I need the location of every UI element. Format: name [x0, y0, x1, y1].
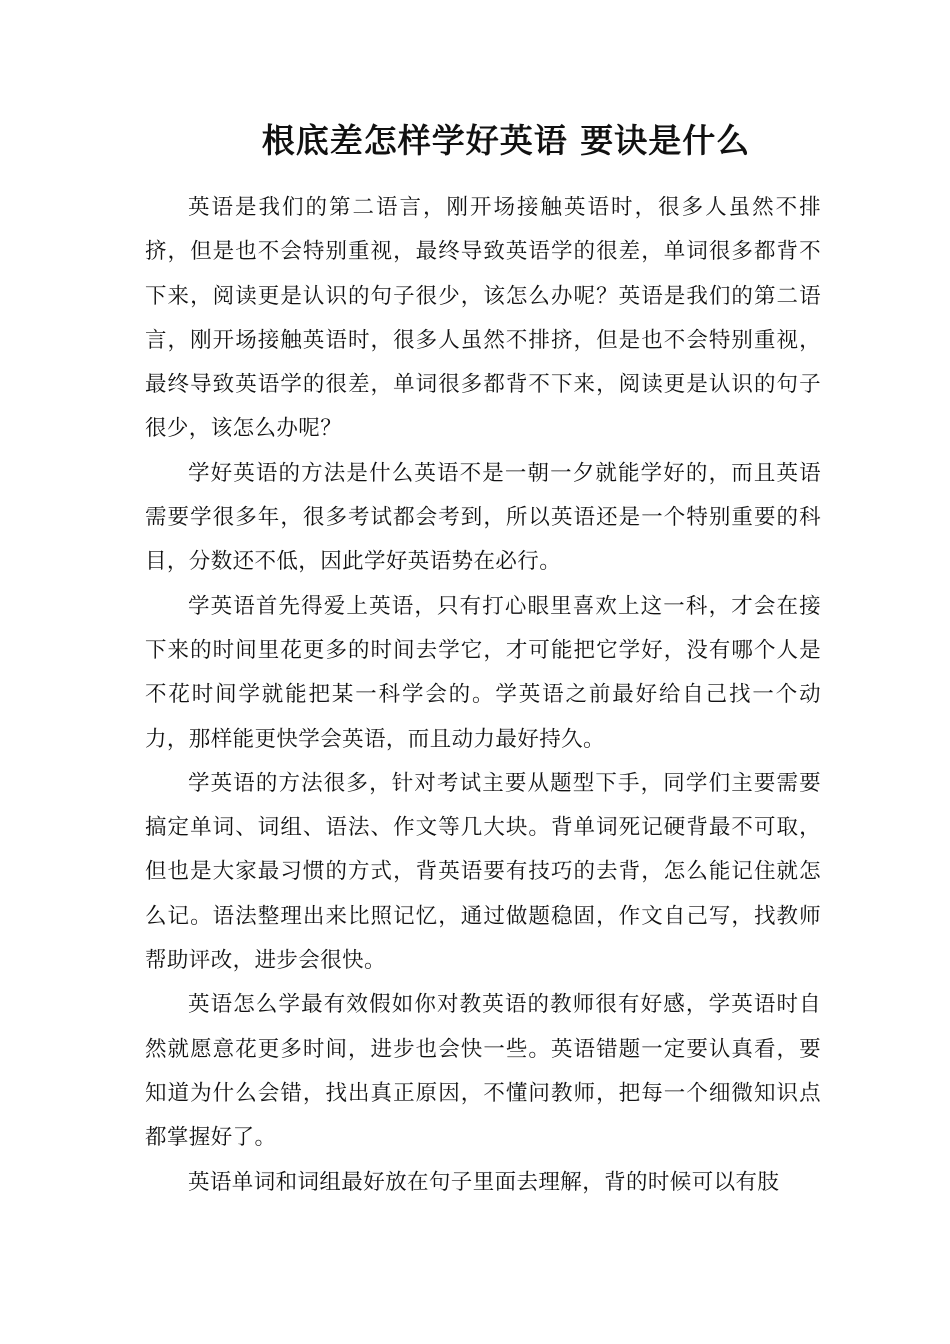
paragraph: 英语单词和词组最好放在句子里面去理解，背的时候可以有肢: [188, 1169, 780, 1195]
document-body: [145, 186, 821, 1205]
paragraph: 学好英语的方法是什么英语不是一朝一夕就能学好的，而且英语需要学很多年，很多考试都会考到，所以英语还是一个特别重要的科目，分数还不低，因此学好英语势在必行。: [145, 460, 821, 575]
paragraph: 学英语的方法很多，针对考试主要从题型下手，同学们主要需要搞定单词、词组、语法、作文等几大块。背单词死记硬背最不可取，但也是大家最习惯的方式，背英语要有技巧的去背，怎么能记住就怎么记。语法整理出来比照记忆，通过做题稳固，作文自己写，找教师帮助评改，进步会很快。: [145, 770, 821, 974]
paragraph: 英语是我们的第二语言，刚开场接触英语时，很多人虽然不排挤，但是也不会特别重视，最终导致英语学的很差，单词很多都背不下来，阅读更是认识的句子很少，该怎么办呢？英语是我们的第二语言，刚开场接触英语时，很多人虽然不排挤，但是也不会特别重视，最终导致英语学的很差，单词很多都背不下来，阅读更是认识的句子很少，该怎么办呢？: [145, 195, 821, 442]
paragraph: 英语怎么学最有效假如你对教英语的教师很有好感，学英语时自然就愿意花更多时间，进步也会快一些。英语错题一定要认真看，要知道为什么会错，找出真正原因，不懂问教师，把每一个细微知识点都掌握好了。: [145, 992, 821, 1151]
document-title: 根底差怎样学好英语 要诀是什么: [261, 121, 751, 160]
paragraph: 学英语首先得爱上英语，只有打心眼里喜欢上这一科，才会在接下来的时间里花更多的时间去学它，才可能把它学好，没有哪个人是不花时间学就能把某一科学会的。学英语之前最好给自己找一个动力，那样能更快学会英语，而且动力最好持久。: [145, 593, 821, 752]
